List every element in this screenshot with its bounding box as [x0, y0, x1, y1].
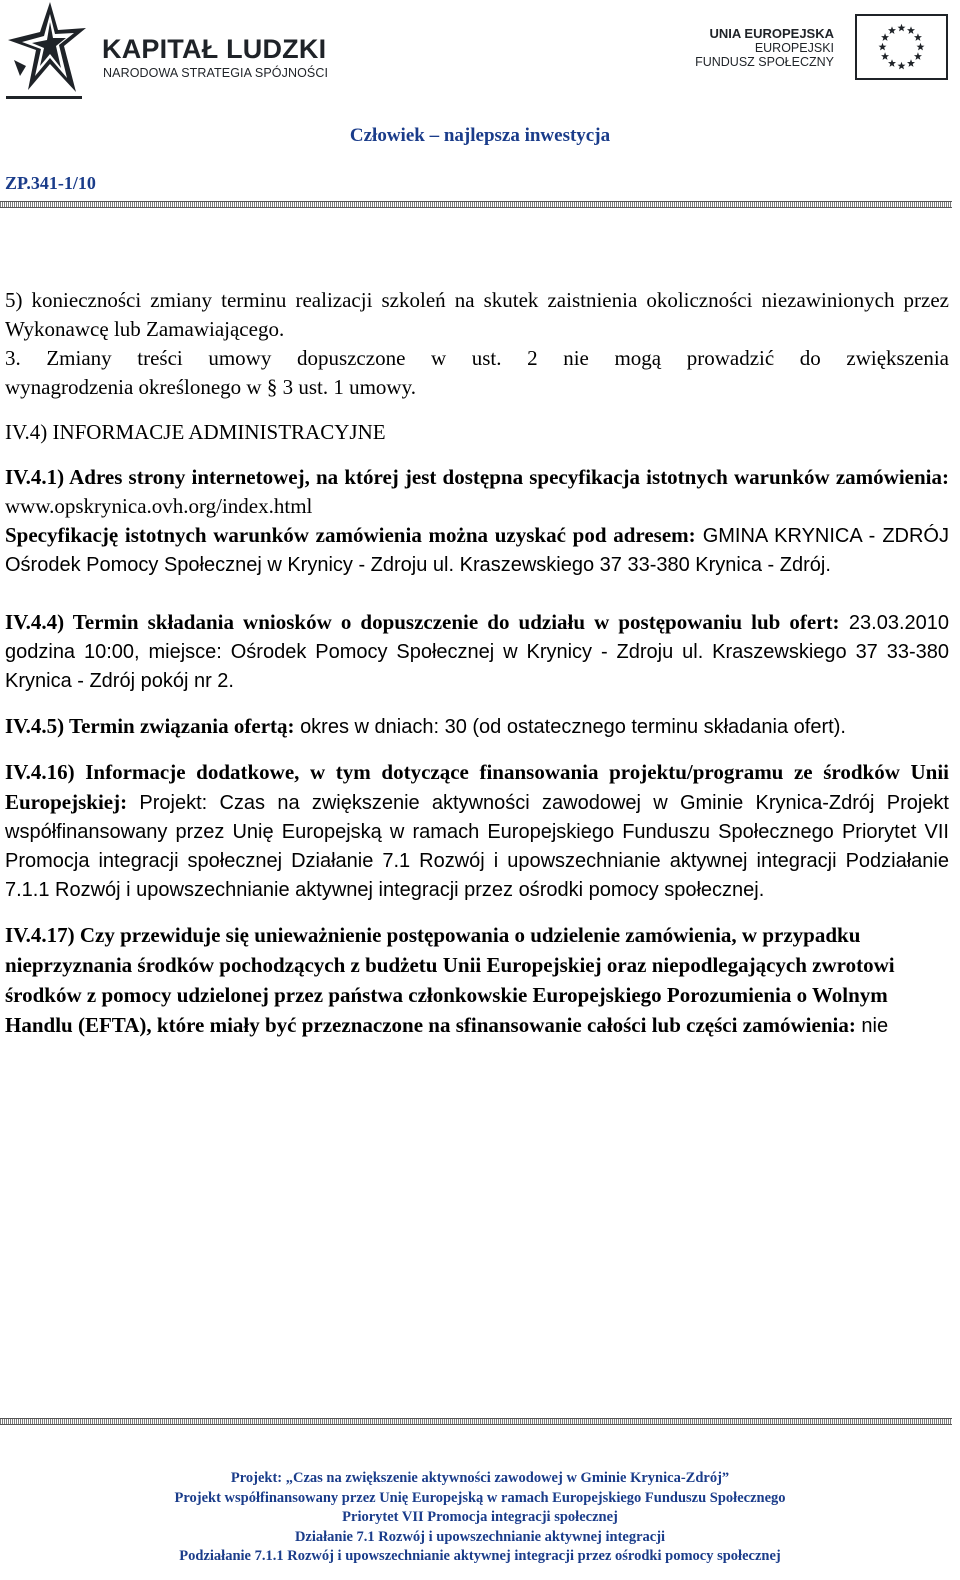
section-iv-4-1b-address: GMINA KRYNICA - ZDRÓJ Ośrodek Pomocy Społecznej w Krynicy - Zdroju ul. Kraszewskiego 37 33-380 Krynica - Zdrój. — [5, 525, 949, 576]
footer-line1: Projekt: „Czas na zwiększenie aktywności zawodowej w Gminie Krynica-Zdrój” — [230, 1470, 730, 1486]
kapital-ludzki-title: KAPITAŁ LUDZKI — [102, 34, 327, 64]
section-iv-4-5-value: okres w dniach: 30 (od ostatecznego terminu składania ofert). — [300, 716, 846, 738]
footer-line3: Priorytet VII Promocja integracji społecznej — [342, 1509, 618, 1525]
section-iv-4-16-value: Projekt: Czas na zwiększenie aktywności zawodowej w Gminie Krynica-Zdrój Projekt współfinansowany przez Unię Europejską w ramach Europejskiego Funduszu Społecznego Priorytet VII Promocja integracji społecznej Działanie 7.1 Rozwój i upowszechnianie aktywnej integracji Podziałanie 7.1.1 Rozwój i upowszechnianie aktywnej integracji przez ośrodki pomocy społecznej. — [5, 792, 949, 901]
section-iv-4-5-label: IV.4.5) Termin związania ofertą: — [5, 714, 295, 738]
header-divider — [0, 201, 952, 208]
section-iv-4-17-label: IV.4.17) Czy przewiduje się unieważnienie postępowania o udzielenie zamówienia, w przypadku nieprzyznania środków pochodzących z budżetu Unii Europejskiej oraz niepodlegających zwrotowi środków z pomocy udzielonej przez państwa członkowskie Europejskiego Porozumienia o Wolnym Handlu (EFTA), które miały być przeznaczone na sfinansowanie całości lub części zamówienia: — [5, 923, 895, 1037]
eu-flag-icon — [855, 14, 948, 80]
footer-divider — [0, 1418, 952, 1425]
footer-line5: Podziałanie 7.1.1 Rozwój i upowszechnianie aktywnej integracji przez ośrodki pomocy społecznej — [179, 1548, 781, 1564]
section-iv-4-17-value: nie — [861, 1015, 889, 1037]
section-iv-4-1b-label: Specyfikację istotnych warunków zamówienia można uzyskać pod adresem: — [5, 523, 696, 547]
section-iv-4-1 — [5, 463, 949, 521]
reference-number: ZP.341-1/10 — [5, 173, 96, 193]
kapital-ludzki-star-icon — [6, 0, 96, 108]
document-body — [5, 286, 949, 1041]
section-iv-4-4-value: 23.03.2010 godzina 10:00, miejsce: Ośrodek Pomocy Społecznej w Krynicy - Zdroju ul. Kraszewskiego 37 33-380 Krynica - Zdrój pokój nr 2. — [5, 612, 949, 692]
eu-logo-line2: EUROPEJSKI — [754, 41, 834, 55]
section-iv-4-16-label: IV.4.16) Informacje dodatkowe, w tym dotyczące finansowania projektu/programu ze środków Unii Europejskiej: — [5, 760, 949, 814]
section-iv-4-16 — [5, 758, 949, 905]
section-iv-4-1-label: IV.4.1) Adres strony internetowej, na której jest dostępna specyfikacja istotnych warunków zamówienia: — [5, 465, 949, 489]
kapital-ludzki-logo — [6, 0, 346, 108]
footer — [0, 1469, 960, 1567]
section-heading: IV.4) INFORMACJE ADMINISTRACYJNE — [5, 420, 386, 444]
paragraph-3-line2: wynagrodzenia określonego w § 3 ust. 1 umowy. — [5, 375, 416, 399]
eu-logo-text — [695, 27, 834, 69]
section-iv-4-5 — [5, 712, 949, 742]
paragraph-3-line1: 3. Zmiany treści umowy dopuszczone w ust. 2 nie mogą prowadzić do zwiększenia — [5, 346, 949, 370]
section-iv-4-4-label: IV.4.4) Termin składania wniosków o dopuszczenie do udziału w postępowaniu lub ofert: — [5, 610, 840, 634]
eu-logo-line1: UNIA EUROPEJSKA — [709, 26, 834, 41]
paragraph-point-5: 5) konieczności zmiany terminu realizacji szkoleń na skutek zaistnienia okoliczności niezawinionych przez Wykonawcę lub Zamawiającego. — [5, 288, 949, 341]
section-iv-4-4 — [5, 608, 949, 696]
section-iv-4-1-url[interactable]: www.opskrynica.ovh.org/index.html — [5, 494, 313, 518]
eu-logo-line3: FUNDUSZ SPOŁECZNY — [695, 55, 834, 69]
section-iv-4-17 — [5, 921, 949, 1041]
motto: Człowiek – najlepsza inwestycja — [349, 125, 611, 146]
footer-line2: Projekt współfinansowany przez Unię Europejską w ramach Europejskiego Funduszu Społecznego — [174, 1489, 786, 1506]
kapital-ludzki-subtitle: NARODOWA STRATEGIA SPÓJNOŚCI — [103, 66, 329, 80]
footer-line4: Działanie 7.1 Rozwój i upowszechnianie aktywnej integracji — [294, 1528, 666, 1545]
section-iv-4-1b — [5, 521, 949, 580]
